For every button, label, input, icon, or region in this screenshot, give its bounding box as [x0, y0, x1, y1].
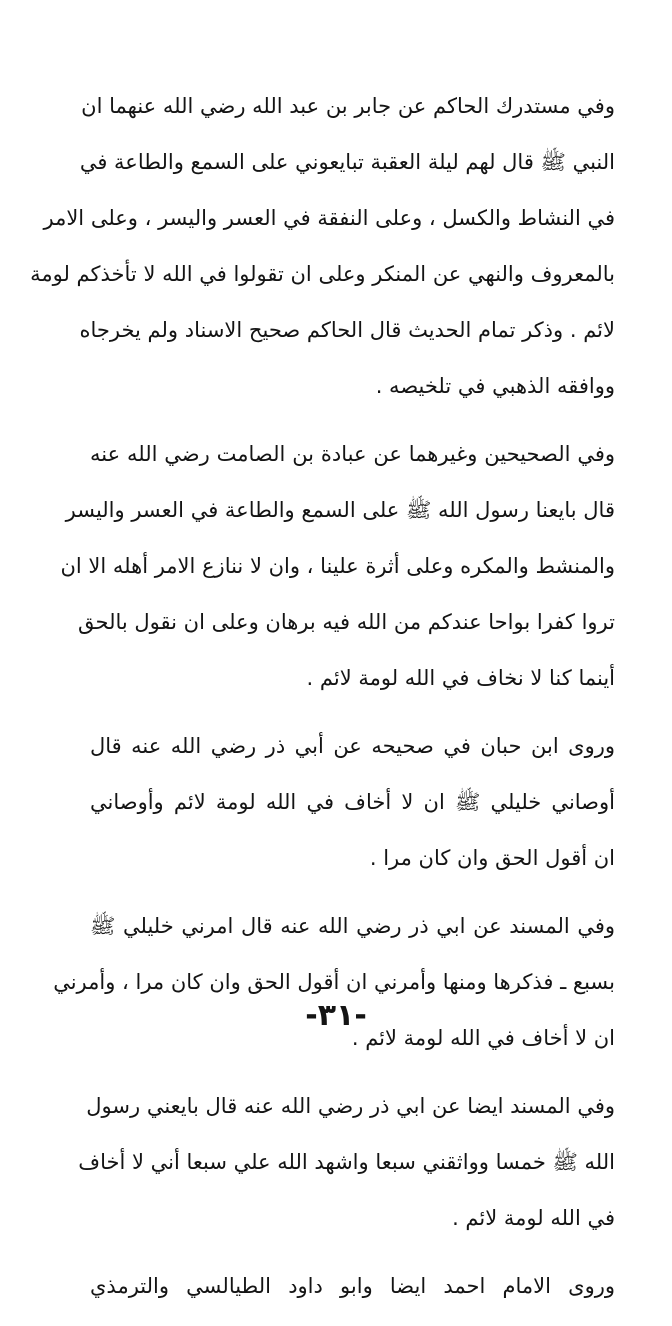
text-line: وفي الصحيحين وغيرهما عن عبادة بن الصامت رضي الله عنه: [90, 442, 615, 466]
text-line: ان لا أخاف في الله لومة لائم .: [351, 1026, 615, 1050]
text-line: بسبع ـ فذكرها ومنها وأمرني ان أقول الحق وان كان مرا ، وأمرني: [53, 970, 615, 994]
text-line: ووافقه الذهبي في تلخيصه .: [375, 374, 615, 398]
text-line: بالمعروف والنهي عن المنكر وعلى ان تقولوا في الله لا تأخذكم لومة: [30, 262, 615, 286]
paragraph-5: [78, 1078, 615, 1246]
text-line: في النشاط والكسل ، وعلى النفقة في العسر واليسر ، وعلى الامر: [43, 206, 615, 230]
text-line: لائم . وذكر تمام الحديث قال الحاكم صحيح الاسناد ولم يخرجاه: [79, 318, 615, 342]
text-line: وفي المسند ايضا عن ابي ذر رضي الله عنه قال بايعني رسول: [86, 1094, 615, 1118]
text-line: وروى ابن حبان في صحيحه عن أبي ذر رضي الله عنه قال: [90, 734, 615, 758]
text-line: النبي ﷺ قال لهم ليلة العقبة تبايعوني على السمع والطاعة في: [79, 150, 615, 174]
text-line: وروى الامام احمد ايضا وابو داود الطيالسي والترمذي: [90, 1274, 615, 1298]
text-line: تروا كفرا بواحا عندكم من الله فيه برهان وعلى ان نقول بالحق: [78, 610, 615, 634]
text-line: قال بايعنا رسول الله ﷺ على السمع والطاعة في العسر واليسر: [65, 498, 615, 522]
text-line: في الله لومة لائم .: [452, 1206, 615, 1230]
text-line: أوصاني خليلي ﷺ ان لا أخاف في الله لومة لائم وأوصاني: [90, 790, 615, 814]
paragraph-4: [53, 898, 615, 1066]
text-line: وفي مستدرك الحاكم عن جابر بن عبد الله رضي الله عنهما ان: [81, 94, 615, 118]
paragraph-2: [60, 426, 615, 706]
paragraph-6: [90, 1258, 615, 1314]
paragraph-3: [90, 718, 615, 886]
text-line: الله ﷺ خمسا وواثقني سبعا واشهد الله علي سبعا أني لا أخاف: [78, 1150, 615, 1174]
text-line: ان أقول الحق وان كان مرا .: [369, 846, 615, 870]
text-line: والمنشط والمكره وعلى أثرة علينا ، وان لا ننازع الامر أهله الا ان: [60, 554, 615, 578]
page-text: [30, 78, 615, 1326]
paragraph-1: [30, 78, 615, 414]
page-number: -٣١-: [305, 998, 367, 1033]
text-line: وفي المسند عن ابي ذر رضي الله عنه قال امرني خليلي ﷺ: [90, 914, 615, 938]
text-line: أينما كنا لا نخاف في الله لومة لائم .: [306, 666, 615, 690]
